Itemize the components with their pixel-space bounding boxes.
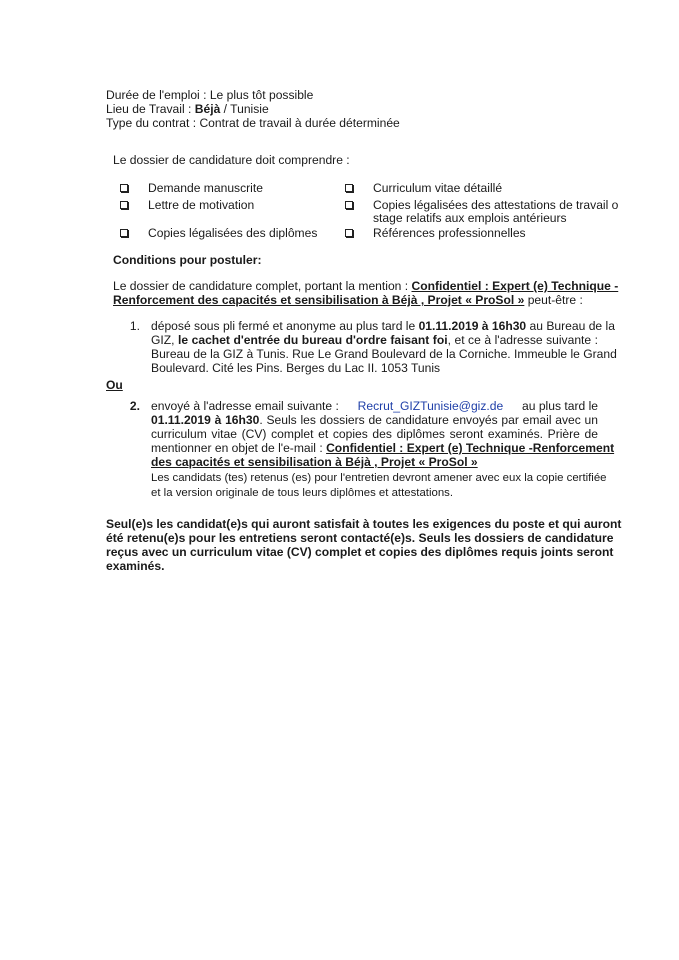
duree-label: Durée de l'emploi bbox=[106, 88, 200, 102]
option-1-cachet: le cachet d'entrée du bureau d'ordre faisant foi bbox=[178, 333, 448, 347]
option-2-mention-2: des capacités et sensibilisation à Béjà , Projet « ProSol » bbox=[151, 455, 478, 469]
dossier-item-attestations-cont: stage relatifs aux emplois antérieurs bbox=[373, 211, 567, 225]
dossier-item-diplomes: Copies légalisées des diplômes bbox=[148, 226, 318, 240]
option-1-giz: GIZ, bbox=[151, 333, 179, 347]
checkbox-icon bbox=[120, 201, 128, 209]
option-2-text-c: au plus tard le bbox=[522, 399, 598, 413]
option-2-deadline: 01.11.2019 à 16h30 bbox=[151, 413, 260, 427]
conditions-mention-2: Renforcement des capacités et sensibilisation à Béjà , Projet « ProSol » bbox=[113, 293, 525, 307]
conditions-title: Conditions pour postuler: bbox=[113, 253, 262, 267]
dossier-item-attestations: Copies légalisées des attestations de travail o bbox=[373, 198, 619, 212]
checkbox-icon bbox=[120, 184, 128, 192]
option-1-text-a: déposé sous pli fermé et anonyme au plus tard le bbox=[151, 319, 419, 333]
ou-separator: Ou bbox=[106, 378, 123, 392]
closing-line-2: été retenu(e)s pour les entretiens seront contacté(e)s. Seuls les dossiers de candidature bbox=[106, 531, 614, 545]
option-2-line-7: et la version originale de tous leurs diplômes et attestations. bbox=[151, 487, 454, 499]
header-type bbox=[106, 116, 400, 130]
duree-value: : Le plus tôt possible bbox=[199, 88, 314, 102]
dossier-item-demande: Demande manuscrite bbox=[148, 181, 263, 195]
option-2-line-3: curriculum vitae (CV) complet et copies des diplômes seront examinés. Prière de bbox=[151, 427, 598, 441]
option-2-objet: mentionner en objet de l'e-mail : bbox=[151, 441, 327, 455]
type-value: Contrat de travail à durée déterminée bbox=[199, 116, 400, 130]
option-2-line-6: Les candidats (tes) retenus (es) pour l'entretien devront amener avec eux la copie certifiée bbox=[151, 472, 607, 484]
conditions-line-1 bbox=[113, 279, 619, 293]
option-2-mention-1: Confidentiel : Expert (e) Technique -Renforcement bbox=[326, 441, 615, 455]
closing-line-3: reçus avec un curriculum vitae (CV) complet et copies des diplômes requis joints seront bbox=[106, 545, 614, 559]
option-1-deadline: 01.11.2019 à 16h30 bbox=[418, 319, 527, 333]
dossier-item-lettre: Lettre de motivation bbox=[148, 198, 255, 212]
option-1-line-2 bbox=[151, 333, 598, 347]
dossier-item-cv: Curriculum vitae détaillé bbox=[373, 181, 503, 195]
type-label: Type du contrat : bbox=[106, 116, 200, 130]
option-1-text-c: au Bureau de la bbox=[526, 319, 615, 333]
option-1-line-1 bbox=[151, 319, 615, 333]
option-2-number: 2. bbox=[129, 399, 140, 413]
closing-line-1: Seul(e)s les candidat(e)s qui auront satisfait à toutes les exigences du poste et qui auront bbox=[106, 517, 622, 531]
conditions-line-2 bbox=[113, 293, 583, 307]
checkbox-icon bbox=[345, 184, 353, 192]
conditions-pre: Le dossier de candidature complet, portant la mention : bbox=[113, 279, 412, 293]
email-link[interactable]: Recrut_GIZTunisie@giz.de bbox=[357, 399, 504, 413]
checkbox-icon bbox=[345, 201, 353, 209]
conditions-mention-1: Confidentiel : Expert (e) Technique - bbox=[411, 279, 619, 293]
lieu-city: Béjà bbox=[194, 102, 221, 116]
option-2-text-b: . Seuls les dossiers de candidature envoyés par email avec un bbox=[259, 413, 598, 427]
dossier-intro: Le dossier de candidature doit comprendre : bbox=[113, 153, 350, 167]
option-2-line-4 bbox=[151, 441, 615, 455]
conditions-post: peut-être : bbox=[524, 293, 583, 307]
header-duree bbox=[106, 88, 313, 102]
lieu-label: Lieu de Travail : bbox=[106, 102, 195, 116]
option-2-line-2 bbox=[151, 413, 598, 427]
option-1-line-3: Bureau de la GIZ à Tunis. Rue Le Grand Boulevard de la Corniche. Immeuble le Grand bbox=[151, 347, 617, 361]
option-2-text-a: envoyé à l'adresse email suivante : bbox=[151, 399, 339, 413]
option-2-line-1 bbox=[151, 399, 598, 413]
checkbox-icon bbox=[120, 229, 128, 237]
dossier-item-references: Références professionnelles bbox=[373, 226, 526, 240]
option-1-number: 1. bbox=[129, 319, 140, 333]
option-1-adresse: , et ce à l'adresse suivante : bbox=[447, 333, 599, 347]
header-lieu bbox=[106, 102, 269, 116]
lieu-country: / Tunisie bbox=[220, 102, 269, 116]
option-1-line-4: Boulevard. Cité les Pins. Berges du Lac II. 1053 Tunis bbox=[151, 361, 441, 375]
checkbox-icon bbox=[345, 229, 353, 237]
closing-line-4: examinés. bbox=[106, 559, 165, 573]
